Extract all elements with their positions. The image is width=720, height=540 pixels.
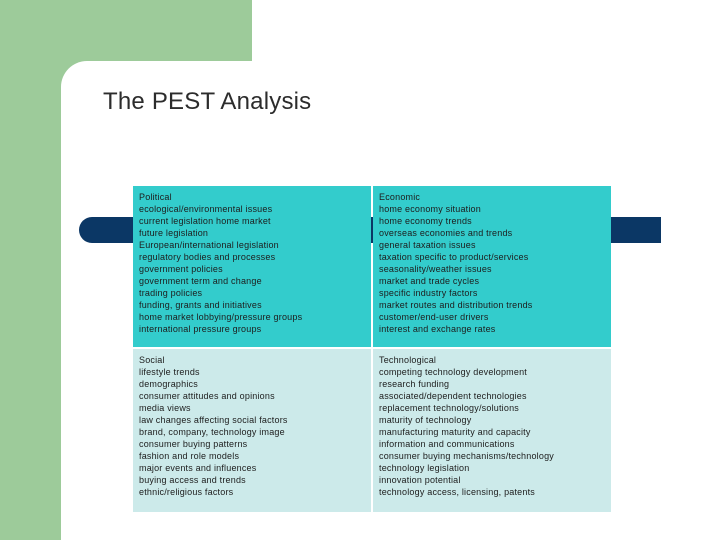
slide-title: The PEST Analysis [103,88,312,115]
technological-quadrant [373,349,611,512]
technological-item: maturity of technology [379,415,472,425]
social-item: consumer attitudes and opinions [139,391,275,401]
technological-item: consumer buying mechanisms/technology [379,451,554,461]
technological-item: information and communications [379,439,515,449]
technological-item: competing technology development [379,367,527,377]
technological-item: research funding [379,379,450,389]
political-item: future legislation [139,228,209,238]
technological-list [379,366,605,498]
economic-list [379,203,605,335]
social-quadrant [133,349,371,512]
social-item: brand, company, technology image [139,427,285,437]
political-item: government policies [139,264,223,274]
technological-item: replacement technology/solutions [379,403,519,413]
economic-item: customer/end-user drivers [379,312,489,322]
political-item: ecological/environmental issues [139,204,273,214]
economic-item: general taxation issues [379,240,476,250]
technological-heading: Technological [379,355,437,365]
social-item: consumer buying patterns [139,439,248,449]
political-item: European/international legislation [139,240,279,250]
political-item: government term and change [139,276,262,286]
political-heading: Political [139,192,172,202]
economic-item: market and trade cycles [379,276,480,286]
economic-item: seasonality/weather issues [379,264,492,274]
economic-item: interest and exchange rates [379,324,496,334]
economic-item: market routes and distribution trends [379,300,533,310]
political-quadrant [133,186,371,347]
technological-item: associated/dependent technologies [379,391,527,401]
technological-item: technology access, licensing, patents [379,487,535,497]
economic-item: home economy situation [379,204,481,214]
political-item: international pressure groups [139,324,262,334]
political-item: trading policies [139,288,203,298]
social-item: lifestyle trends [139,367,200,377]
political-list [139,203,365,335]
political-item: funding, grants and initiatives [139,300,262,310]
social-item: media views [139,403,191,413]
social-item: fashion and role models [139,451,240,461]
economic-item: taxation specific to product/services [379,252,529,262]
economic-quadrant [373,186,611,347]
social-list [139,366,365,498]
technological-item: innovation potential [379,475,461,485]
social-item: major events and influences [139,463,257,473]
political-item: home market lobbying/pressure groups [139,312,303,322]
social-item: law changes affecting social factors [139,415,288,425]
economic-item: specific industry factors [379,288,478,298]
pest-grid [133,186,611,512]
economic-item: overseas economies and trends [379,228,513,238]
social-item: buying access and trends [139,475,246,485]
technological-item: manufacturing maturity and capacity [379,427,531,437]
social-item: ethnic/religious factors [139,487,234,497]
social-heading: Social [139,355,165,365]
technological-item: technology legislation [379,463,470,473]
economic-item: home economy trends [379,216,472,226]
political-item: regulatory bodies and processes [139,252,276,262]
social-item: demographics [139,379,198,389]
political-item: current legislation home market [139,216,271,226]
economic-heading: Economic [379,192,421,202]
